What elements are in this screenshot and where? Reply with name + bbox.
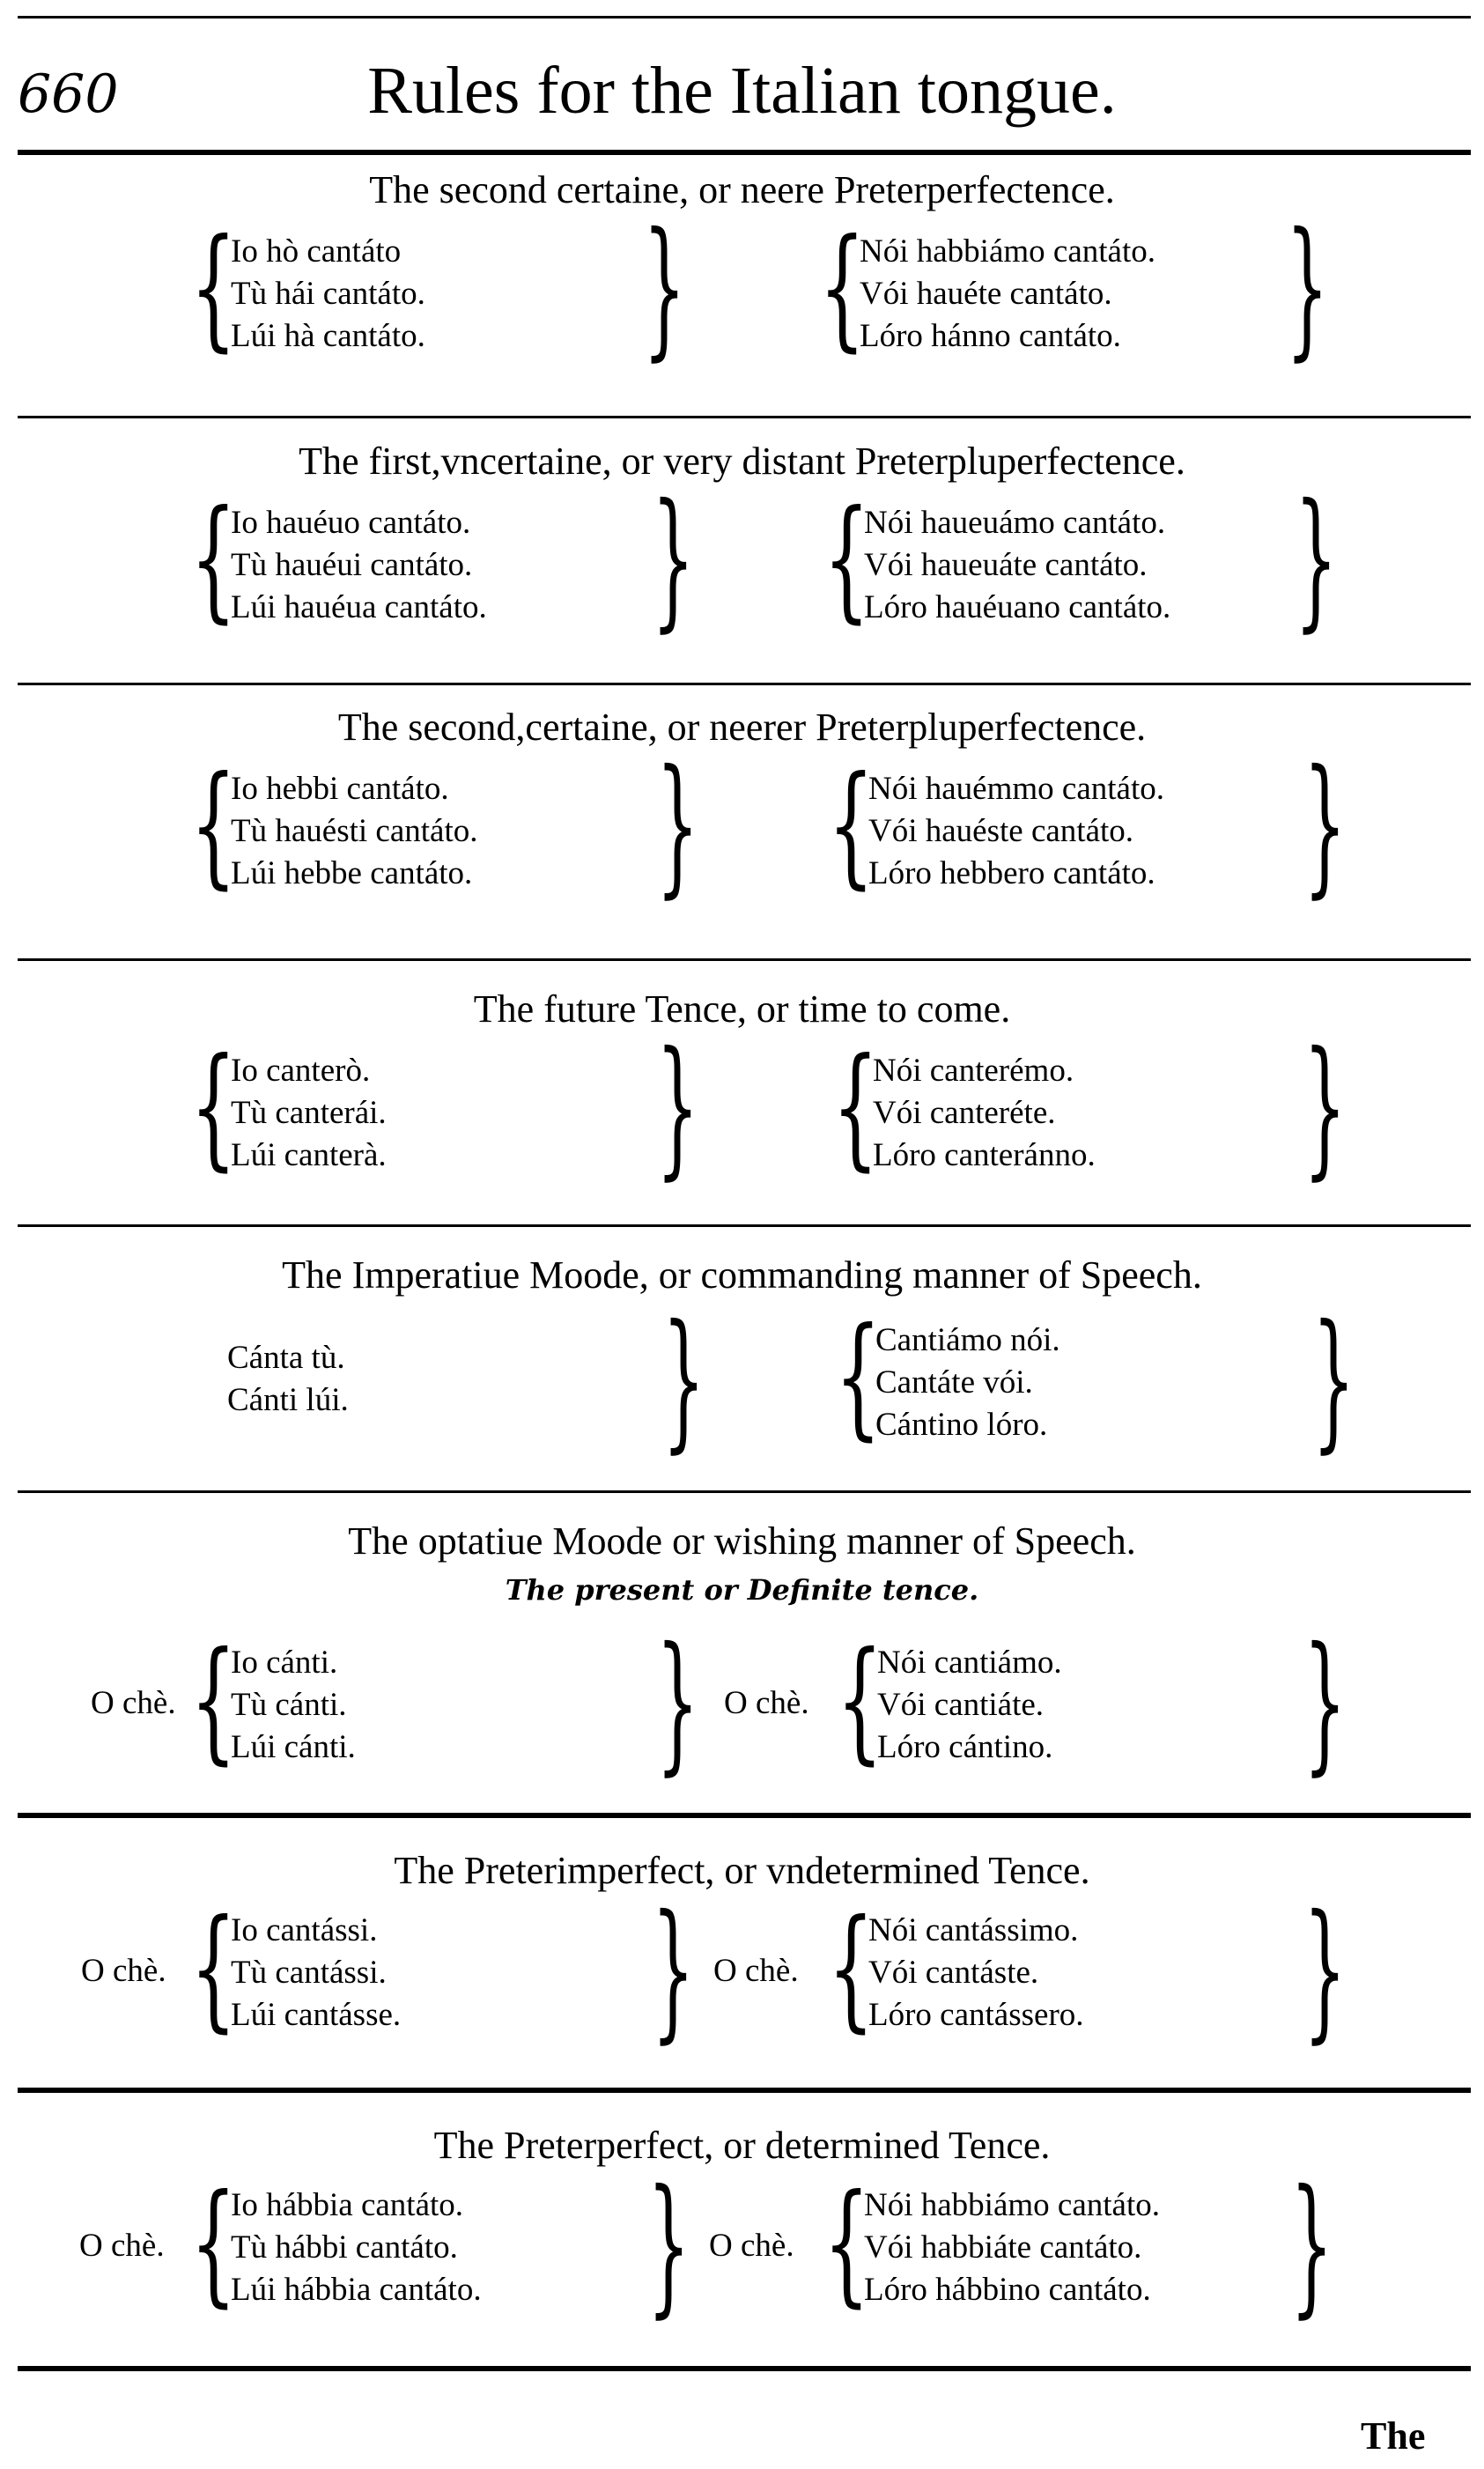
middle-brace: } xyxy=(656,1020,699,1194)
section-title: The second,certaine, or neerer Preterpluperfectence. xyxy=(337,706,1147,749)
section-rule xyxy=(18,683,1471,685)
form-line: Lóro hábbino cantáto. xyxy=(864,2272,1151,2308)
prefix-oche: O chè. xyxy=(81,1953,166,1989)
singular-forms xyxy=(231,1050,387,1177)
form-line: Lóro hebbero cantáto. xyxy=(868,855,1155,891)
prefix-oche: O chè. xyxy=(709,2228,794,2264)
form-line: Lúi hebbe cantáto. xyxy=(231,855,473,891)
top-rule xyxy=(18,16,1471,18)
plural-forms xyxy=(864,2184,1160,2311)
form-line: Tù hábbi cantáto. xyxy=(231,2229,458,2266)
left-brace: { xyxy=(190,211,237,365)
end-brace: } xyxy=(1303,1020,1347,1194)
form-line: Nói habbiámo cantáto. xyxy=(860,233,1155,270)
singular-forms xyxy=(227,1337,349,1422)
form-line: Vói cantiáte. xyxy=(877,1687,1045,1723)
header-rule xyxy=(18,150,1471,155)
catchword: The xyxy=(1361,2414,1426,2458)
form-line: Tù canterái. xyxy=(231,1095,387,1131)
page-number: 660 xyxy=(18,63,119,125)
plural-forms xyxy=(868,768,1164,895)
form-line: Lúi hábbia cantáto. xyxy=(231,2272,482,2308)
form-line: Lóro cántino. xyxy=(877,1729,1053,1765)
end-brace: } xyxy=(1303,1883,1347,2058)
plural-forms xyxy=(864,502,1170,629)
section-title: The Preterperfect, or determined Tence. xyxy=(433,2124,1051,2167)
form-line: Lúi canterà. xyxy=(231,1137,387,1173)
prefix-oche: O chè. xyxy=(79,2228,165,2264)
right-brace: { xyxy=(832,1031,879,1184)
form-line: Lúi cánti. xyxy=(231,1729,356,1765)
form-line: Io cantássi. xyxy=(231,1912,378,1948)
left-brace: { xyxy=(190,749,237,902)
singular-forms xyxy=(231,502,487,629)
singular-forms xyxy=(231,2184,482,2311)
middle-brace: } xyxy=(662,1293,705,1467)
form-line: Io hebbi cantáto. xyxy=(231,771,449,807)
form-line: Lóro hauéuano cantáto. xyxy=(864,589,1171,625)
form-line: Lóro hánno cantáto. xyxy=(860,318,1121,354)
form-line: Lóro cantássero. xyxy=(868,1997,1084,2033)
singular-forms xyxy=(231,768,477,895)
form-line: Tù cánti. xyxy=(231,1687,347,1723)
form-line: Lúi hà cantáto. xyxy=(231,318,425,354)
form-line: Tù cantássi. xyxy=(231,1955,387,1991)
prefix-oche: O chè. xyxy=(713,1953,799,1989)
left-brace: { xyxy=(190,1031,237,1184)
section-title: The optatiue Moode or wishing manner of Speech. xyxy=(348,1519,1136,1563)
middle-brace: } xyxy=(656,1615,699,1790)
right-brace: { xyxy=(837,1624,883,1778)
end-brace: } xyxy=(1290,2158,1333,2332)
form-line: Tù hauéui cantáto. xyxy=(231,547,473,583)
plural-forms xyxy=(875,1320,1060,1446)
form-line: Tù hauésti cantáto. xyxy=(231,813,478,849)
section-rule xyxy=(18,416,1471,418)
form-line: Vói hauéste cantáto. xyxy=(868,813,1134,849)
form-line: Cántino lóro. xyxy=(875,1407,1048,1443)
left-brace: { xyxy=(190,1624,237,1778)
plural-forms xyxy=(860,231,1155,358)
section-title: The Imperatiue Moode, or commanding manner of Speech. xyxy=(282,1253,1202,1297)
prefix-oche: O chè. xyxy=(724,1685,809,1721)
form-line: Cánti lúi. xyxy=(227,1382,349,1418)
form-line: Nói hauémmo cantáto. xyxy=(868,771,1164,807)
running-title: Rules for the Italian tongue. xyxy=(367,54,1117,128)
middle-brace: } xyxy=(643,201,686,375)
right-brace: { xyxy=(819,211,866,365)
right-brace: { xyxy=(835,1300,882,1453)
section-rule xyxy=(18,1224,1471,1227)
singular-forms xyxy=(231,231,425,358)
left-brace: { xyxy=(190,483,237,636)
section-rule xyxy=(18,1813,1471,1818)
right-brace: { xyxy=(823,2167,870,2320)
right-brace: { xyxy=(828,1892,875,2045)
form-line: Cánta tù. xyxy=(227,1340,345,1376)
left-brace: { xyxy=(190,2167,237,2320)
form-line: Io hò cantáto xyxy=(231,233,402,270)
end-brace: } xyxy=(1312,1293,1355,1467)
end-brace: } xyxy=(1295,472,1338,647)
form-line: Cantáte vói. xyxy=(875,1364,1033,1401)
form-line: Lúi hauéua cantáto. xyxy=(231,589,487,625)
plural-forms xyxy=(868,1910,1084,2037)
form-line: Tù hái cantáto. xyxy=(231,276,425,312)
form-line: Io hábbia cantáto. xyxy=(231,2187,464,2223)
end-brace: } xyxy=(1286,201,1329,375)
right-brace: { xyxy=(828,749,875,902)
section-rule xyxy=(18,2088,1471,2093)
form-line: Nói haueuámo cantáto. xyxy=(864,505,1166,541)
bottom-rule xyxy=(18,2366,1471,2371)
form-line: Nói cantássimo. xyxy=(868,1912,1079,1948)
prefix-oche: O chè. xyxy=(91,1685,176,1721)
form-line: Lúi cantásse. xyxy=(231,1997,402,2033)
singular-forms xyxy=(231,1910,401,2037)
middle-brace: } xyxy=(647,2158,690,2332)
plural-forms xyxy=(877,1642,1062,1769)
section-title: The future Tence, or time to come. xyxy=(473,987,1011,1031)
form-line: Lóro canteránno. xyxy=(873,1137,1096,1173)
form-line: Vói hauéte cantáto. xyxy=(860,276,1112,312)
section-rule xyxy=(18,958,1471,961)
left-brace: { xyxy=(190,1892,237,2045)
form-line: Nói habbiámo cantáto. xyxy=(864,2187,1160,2223)
form-line: Cantiámo nói. xyxy=(875,1322,1060,1358)
form-line: Nói canterémo. xyxy=(873,1053,1074,1089)
section-title: The second certaine, or neere Preterperfectence. xyxy=(369,168,1115,211)
form-line: Nói cantiámo. xyxy=(877,1645,1062,1681)
end-brace: } xyxy=(1303,1615,1347,1790)
form-line: Vói haueuáte cantáto. xyxy=(864,547,1148,583)
form-line: Vói canteréte. xyxy=(873,1095,1056,1131)
section-subtitle: The present or Definite tence. xyxy=(505,1573,979,1607)
form-line: Io cánti. xyxy=(231,1645,338,1681)
middle-brace: } xyxy=(656,738,699,913)
page-header xyxy=(0,33,1484,128)
form-line: Io hauéuo cantáto. xyxy=(231,505,471,541)
singular-forms xyxy=(231,1642,356,1769)
form-line: Vói habbiáte cantáto. xyxy=(864,2229,1142,2266)
end-brace: } xyxy=(1303,738,1347,913)
middle-brace: } xyxy=(652,472,695,647)
form-line: Io canterò. xyxy=(231,1053,371,1089)
section-title: The Preterimperfect, or vndetermined Tence. xyxy=(394,1849,1090,1892)
plural-forms xyxy=(873,1050,1096,1177)
middle-brace: } xyxy=(652,1883,695,2058)
form-line: Vói cantáste. xyxy=(868,1955,1039,1991)
right-brace: { xyxy=(823,483,870,636)
section-title: The first,vncertaine, or very distant Preterpluperfectence. xyxy=(299,440,1185,483)
section-rule xyxy=(18,1490,1471,1493)
